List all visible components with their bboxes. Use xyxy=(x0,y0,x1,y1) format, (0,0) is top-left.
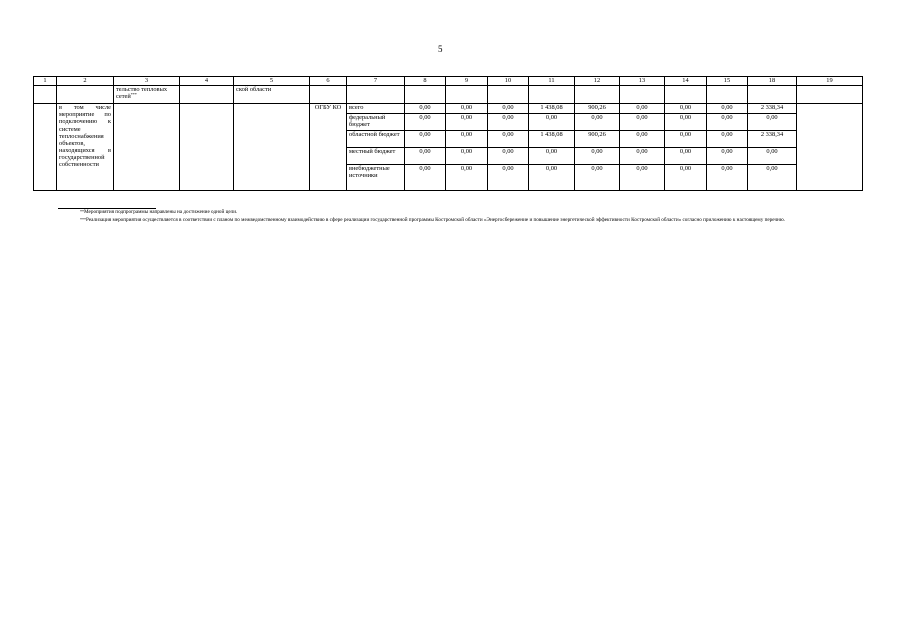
footnote-mark: *** xyxy=(130,92,137,98)
value-cell: 0,00 xyxy=(405,104,446,114)
value-cell: 0,00 xyxy=(529,165,575,191)
value-cell: 0,00 xyxy=(665,114,707,131)
footnotes xyxy=(58,209,848,224)
table-cell xyxy=(34,104,57,191)
column-header: 12 xyxy=(575,77,620,86)
value-cell: 0,00 xyxy=(575,165,620,191)
carry-text-col3: тельство тепловых сетей xyxy=(116,86,168,101)
value-cell: 0,00 xyxy=(665,104,707,114)
table-cell xyxy=(114,86,180,104)
value-cell: 0,00 xyxy=(620,104,665,114)
value-cell: 2 338,34 xyxy=(748,104,797,114)
table-cell: ской области xyxy=(234,86,310,104)
table-row xyxy=(34,104,863,114)
column-header: 15 xyxy=(707,77,748,86)
value-cell: 900,26 xyxy=(575,131,620,148)
value-cell: 0,00 xyxy=(488,131,529,148)
value-cell: 0,00 xyxy=(707,165,748,191)
table-cell xyxy=(180,86,234,104)
value-cell: 0,00 xyxy=(707,131,748,148)
table-cell xyxy=(234,104,310,191)
column-header: 19 xyxy=(797,77,863,86)
column-header: 11 xyxy=(529,77,575,86)
value-cell: 1 438,08 xyxy=(529,131,575,148)
value-cell: 0,00 xyxy=(446,165,488,191)
value-cell: 2 338,34 xyxy=(748,131,797,148)
column-header: 9 xyxy=(446,77,488,86)
value-cell: 0,00 xyxy=(488,148,529,165)
column-header: 14 xyxy=(665,77,707,86)
measure-executor: ОГБУ КО xyxy=(310,104,347,191)
value-cell: 0,00 xyxy=(665,131,707,148)
value-cell: 0,00 xyxy=(405,131,446,148)
value-cell: 1 438,08 xyxy=(529,104,575,114)
table-cell xyxy=(446,86,488,104)
value-cell: 900,26 xyxy=(575,104,620,114)
value-cell: 0,00 xyxy=(575,148,620,165)
value-cell: 0,00 xyxy=(665,148,707,165)
table-cell xyxy=(180,104,234,191)
value-cell: 0,00 xyxy=(620,114,665,131)
value-cell: 0,00 xyxy=(707,104,748,114)
table-cell xyxy=(665,86,707,104)
table-cell xyxy=(57,86,114,104)
table-cell xyxy=(114,104,180,191)
value-cell: 0,00 xyxy=(665,165,707,191)
table-cell xyxy=(797,86,863,104)
footnote-text: Мероприятия подпрограммы направлены на достижение одной цели. xyxy=(84,209,238,215)
carry-over-row xyxy=(34,86,863,104)
footnote-text: Реализация мероприятия осуществляется в соответствии с планом по межведомственному взаимодействию в сфере реализации государственной программы Костромской области «Энергосбережение и повышение энергетической эффективности Костромской области» согласно приложению к настоящему перечню. xyxy=(86,216,786,223)
table-cell xyxy=(34,86,57,104)
budget-table xyxy=(33,76,863,191)
footnote-1 xyxy=(58,209,848,217)
footnote-mark: ** xyxy=(80,209,84,214)
column-header: 8 xyxy=(405,77,446,86)
value-cell: 0,00 xyxy=(446,148,488,165)
funding-source: внебюджетные источники xyxy=(347,165,405,191)
value-cell: 0,00 xyxy=(575,114,620,131)
funding-source: местный бюджет xyxy=(347,148,405,165)
table-header-row xyxy=(34,77,863,86)
value-cell: 0,00 xyxy=(620,131,665,148)
value-cell: 0,00 xyxy=(405,114,446,131)
value-cell: 0,00 xyxy=(707,148,748,165)
value-cell: 0,00 xyxy=(488,104,529,114)
table-cell xyxy=(488,86,529,104)
value-cell: 0,00 xyxy=(446,114,488,131)
footnote-2 xyxy=(58,217,848,225)
value-cell: 0,00 xyxy=(529,114,575,131)
column-header: 10 xyxy=(488,77,529,86)
value-cell: 0,00 xyxy=(748,148,797,165)
column-header: 6 xyxy=(310,77,347,86)
table-cell xyxy=(797,104,863,191)
column-header: 13 xyxy=(620,77,665,86)
value-cell: 0,00 xyxy=(620,148,665,165)
value-cell: 0,00 xyxy=(446,104,488,114)
value-cell: 0,00 xyxy=(707,114,748,131)
footnote-mark: *** xyxy=(80,216,86,222)
value-cell: 0,00 xyxy=(405,165,446,191)
value-cell: 0,00 xyxy=(620,165,665,191)
column-header: 18 xyxy=(748,77,797,86)
column-header: 2 xyxy=(57,77,114,86)
value-cell: 0,00 xyxy=(488,114,529,131)
table-cell xyxy=(310,86,347,104)
value-cell: 0,00 xyxy=(405,148,446,165)
page-number: 5 xyxy=(438,44,443,54)
value-cell: 0,00 xyxy=(748,114,797,131)
column-header: 4 xyxy=(180,77,234,86)
value-cell: 0,00 xyxy=(488,165,529,191)
column-header: 7 xyxy=(347,77,405,86)
table-cell xyxy=(529,86,575,104)
funding-source: федеральный бюджет xyxy=(347,114,405,131)
table-cell xyxy=(707,86,748,104)
funding-source: всего xyxy=(347,104,405,114)
funding-source: областной бюджет xyxy=(347,131,405,148)
value-cell: 0,00 xyxy=(748,165,797,191)
table-cell xyxy=(748,86,797,104)
column-header: 1 xyxy=(34,77,57,86)
value-cell: 0,00 xyxy=(446,131,488,148)
value-cell: 0,00 xyxy=(529,148,575,165)
table-cell xyxy=(620,86,665,104)
table-cell xyxy=(405,86,446,104)
column-header: 5 xyxy=(234,77,310,86)
column-header: 3 xyxy=(114,77,180,86)
table-cell xyxy=(347,86,405,104)
table-cell xyxy=(575,86,620,104)
measure-description: в том числе мероприятие по подключению к системе теплоснабжения объектов, находящихся в государственной собственности xyxy=(57,104,114,191)
